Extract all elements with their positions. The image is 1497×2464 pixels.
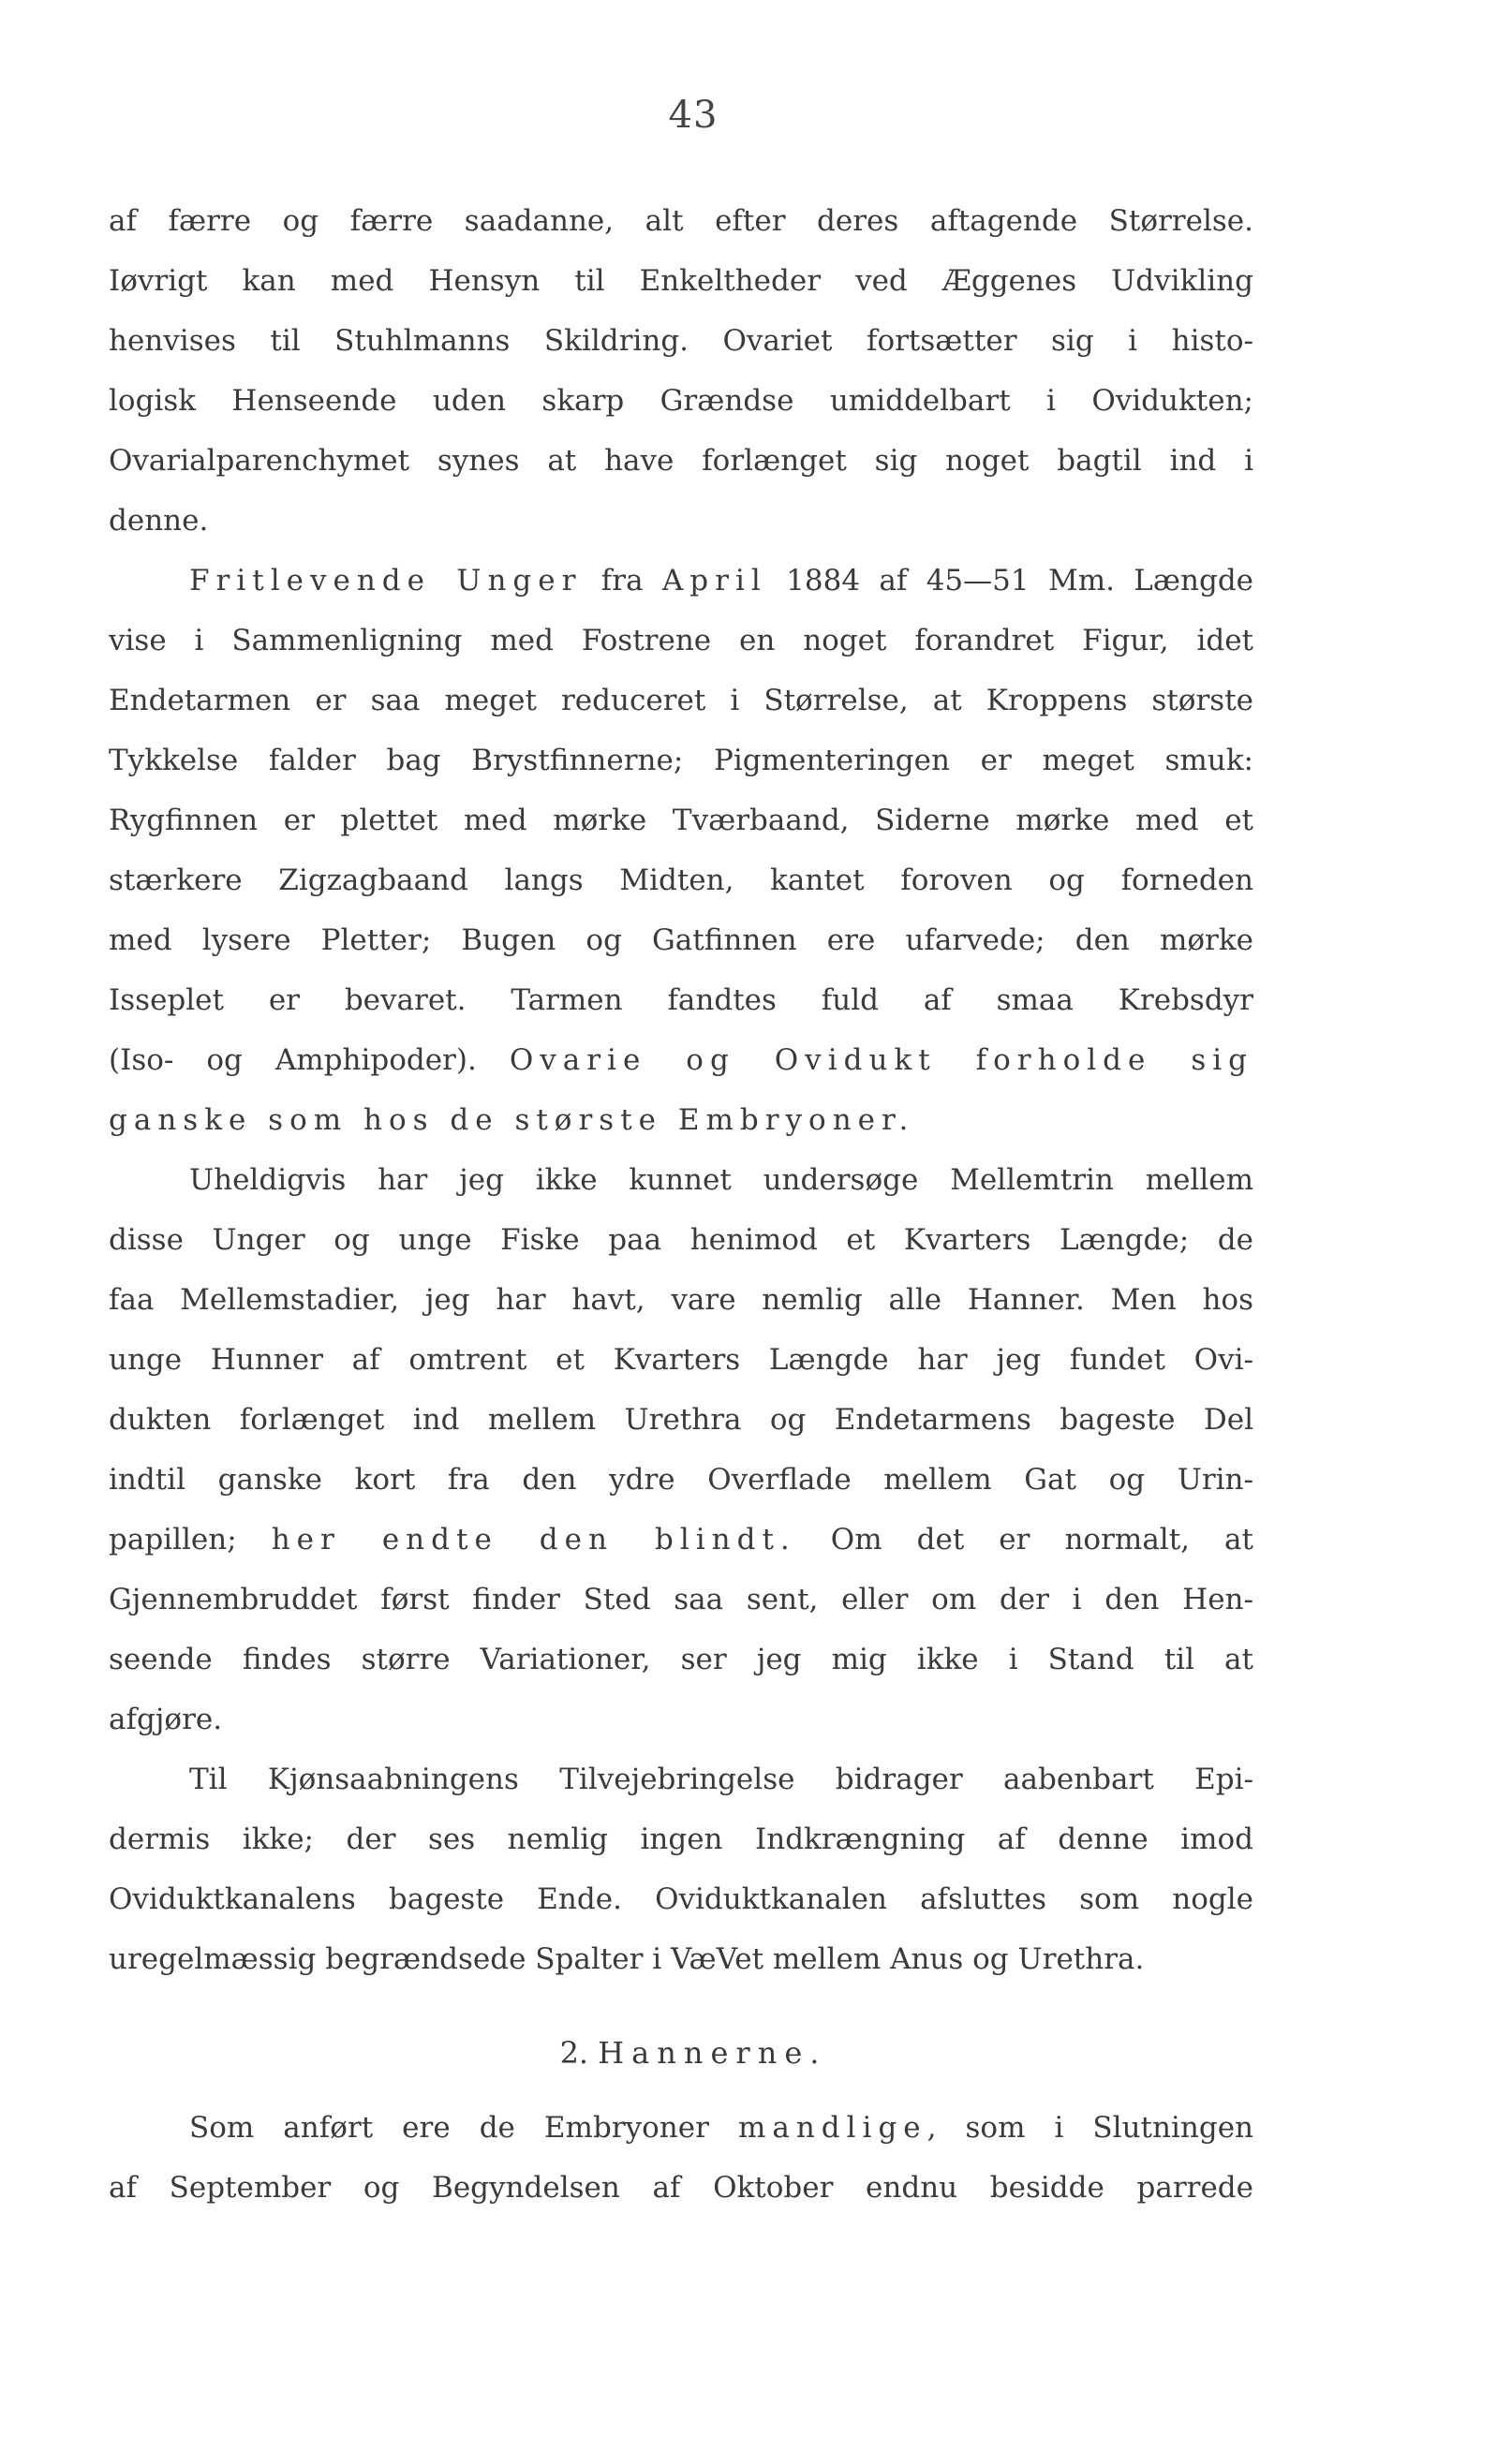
- text-line: dermis ikke; der ses nemlig ingen Indkrængning af denne imod: [109, 1822, 1253, 1856]
- section-title: Hannerne.: [598, 2035, 827, 2071]
- body-text-continuation: [109, 2098, 1253, 2218]
- text-line: Gjennembruddet først finder Sted saa sent, eller om der i den Hen-: [109, 1583, 1253, 1616]
- text-line: vise i Sammenligning med Fostrene en noget forandret Figur, idet: [109, 624, 1253, 657]
- text-line: af færre og færre saadanne, alt efter deres aftagende Størrelse.: [109, 204, 1253, 238]
- text-line: Isseplet er bevaret. Tarmen fandtes fuld af smaa Krebsdyr: [109, 983, 1253, 1017]
- text-line: [109, 2098, 1253, 2158]
- text-line: Uheldigvis har jeg ikke kunnet undersøge Mellemtrin mellem: [189, 1163, 1253, 1197]
- text-line: stærkere Zigzagbaand langs Midten, kantet foroven og forneden: [109, 863, 1253, 897]
- text-line: [109, 1030, 1253, 1090]
- spaced-emphasis: April: [661, 564, 767, 598]
- section-heading: [0, 2023, 1386, 2083]
- text-run: Som anført ere de Embryoner: [189, 2111, 738, 2145]
- text-line: Til Kjønsaabningens Tilvejebringelse bidrager aabenbart Epi-: [189, 1763, 1253, 1796]
- text-line: [109, 1090, 1253, 1150]
- text-run: papillen;: [109, 1523, 272, 1557]
- text-line: Iøvrigt kan med Hensyn til Enkeltheder ved Æggenes Udvikling: [109, 264, 1253, 298]
- text-line: dukten forlænget ind mellem Urethra og Endetarmens bageste Del: [109, 1403, 1253, 1437]
- text-line: afgjøre.: [109, 1703, 223, 1736]
- text-line: denne.: [109, 504, 209, 538]
- text-run: , som i Slutningen: [926, 2111, 1254, 2145]
- spaced-emphasis: ganske som hos de største Embryoner.: [109, 1103, 915, 1137]
- page-number: 43: [668, 94, 719, 137]
- spaced-emphasis: mandlige: [737, 2111, 927, 2145]
- text-run: Om det er normalt, at: [795, 1523, 1253, 1557]
- text-line: uregelmæssig begrændsede Spalter i VæVet mellem Anus og Urethra.: [109, 1942, 1145, 1976]
- text-line: [109, 1510, 1253, 1570]
- text-line: logisk Henseende uden skarp Grændse umiddelbart i Ovidukten;: [109, 384, 1253, 418]
- text-line: af September og Begyndelsen af Oktober endnu besidde parrede: [109, 2171, 1253, 2205]
- text-line: Tykkelse falder bag Brystfinnerne; Pigmenteringen er meget smuk:: [109, 744, 1253, 777]
- section-number: 2.: [559, 2035, 589, 2071]
- spaced-emphasis: Ovarie og Ovidukt forholde sig: [509, 1043, 1253, 1077]
- text-line: [109, 551, 1253, 611]
- spaced-emphasis: her endte den blindt.: [271, 1523, 796, 1557]
- text-line: med lysere Pletter; Bugen og Gatfinnen ere ufarvede; den mørke: [109, 923, 1253, 957]
- text-run: (Iso- og Amphipoder).: [109, 1043, 510, 1077]
- body-text: [109, 191, 1253, 1989]
- text-line: henvises til Stuhlmanns Skildring. Ovariet fortsætter sig i histo-: [109, 324, 1253, 358]
- text-line: unge Hunner af omtrent et Kvarters Længde har jeg fundet Ovi-: [109, 1343, 1253, 1377]
- text-line: Endetarmen er saa meget reduceret i Størrelse, at Kroppens største: [109, 684, 1253, 717]
- text-line: indtil ganske kort fra den ydre Overflade mellem Gat og Urin-: [109, 1463, 1253, 1497]
- text-line: Oviduktkanalens bageste Ende. Oviduktkanalen afsluttes som nogle: [109, 1882, 1253, 1916]
- text-run: fra: [582, 564, 662, 598]
- text-line: disse Unger og unge Fiske paa henimod et Kvarters Længde; de: [109, 1223, 1253, 1257]
- text-line: faa Mellemstadier, jeg har havt, vare nemlig alle Hanner. Men hos: [109, 1283, 1253, 1317]
- text-line: Rygfinnen er plettet med mørke Tværbaand, Siderne mørke med et: [109, 804, 1253, 837]
- text-run: 1884 af 45—51 Mm. Længde: [766, 564, 1254, 598]
- text-line: Ovarialparenchymet synes at have forlænget sig noget bagtil ind i: [109, 444, 1253, 478]
- spaced-emphasis: Fritlevende Unger: [189, 564, 583, 598]
- text-line: seende findes større Variationer, ser jeg mig ikke i Stand til at: [109, 1643, 1253, 1676]
